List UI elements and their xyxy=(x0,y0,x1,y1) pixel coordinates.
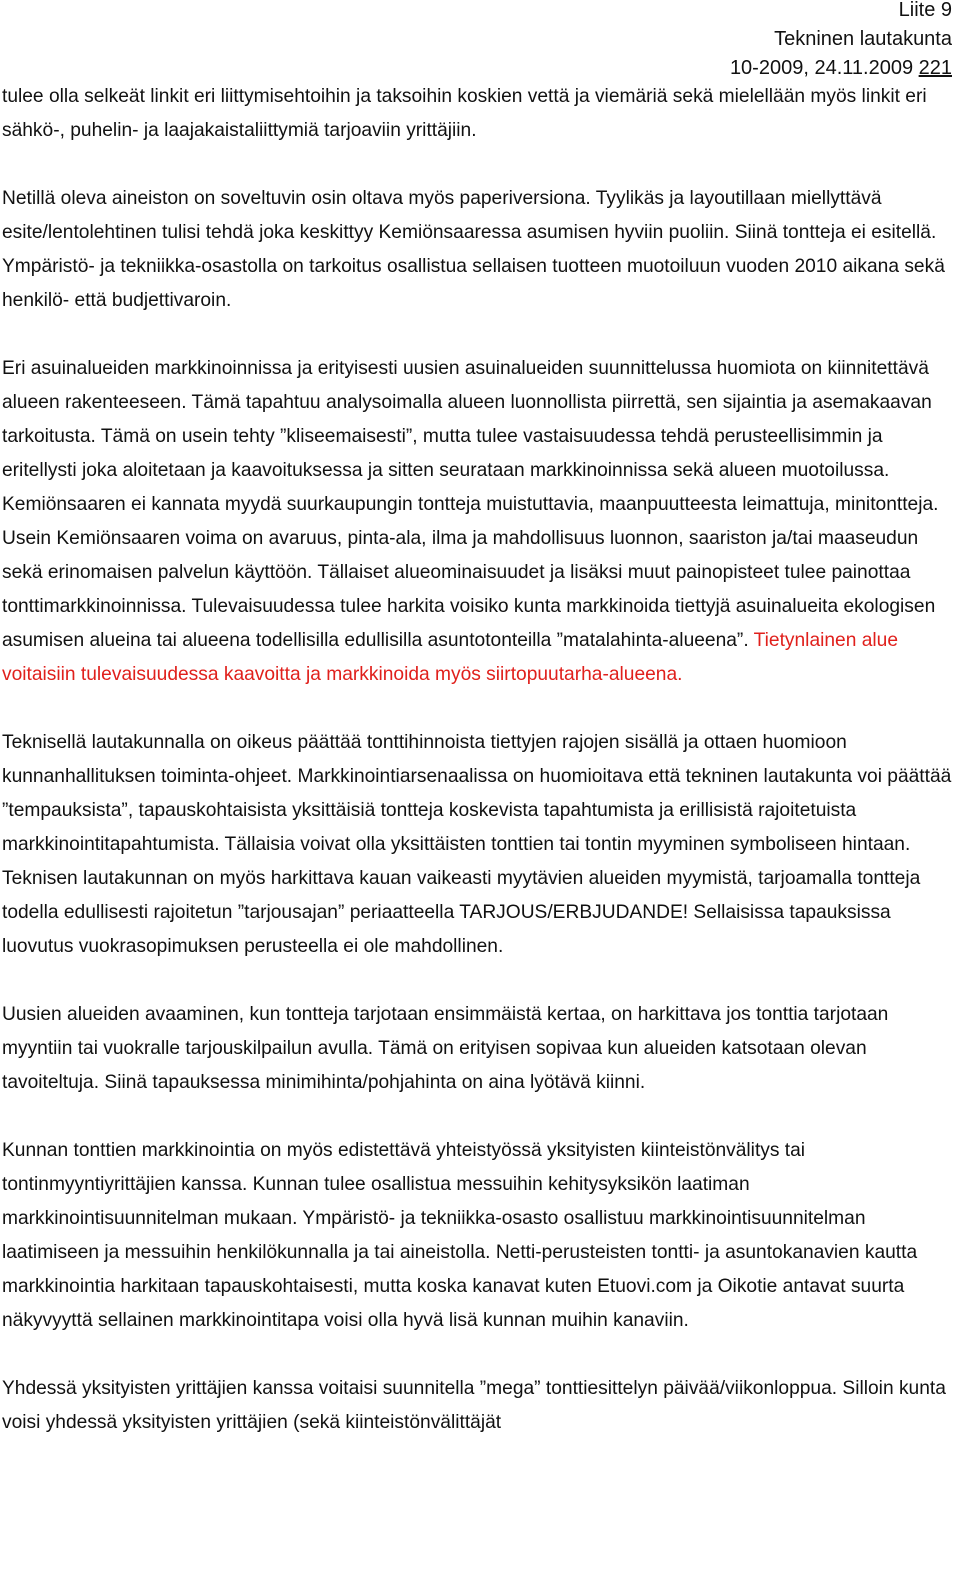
page-header xyxy=(730,0,952,83)
meeting-reference xyxy=(730,54,952,83)
meeting-date: 10-2009, 24.11.2009 xyxy=(729,57,914,79)
paragraph-printed-material: Netillä oleva aineiston on soveltuvin osin oltava myös paperiversiona. Tyylikäs ja layoutillaan miellyttävä esite/lentolehtinen tulisi tehdä joka keskittyy Kemiönsaaressa asumisen hyviin puoliin. Siinä tontteja ei esitellä. Ympäristö- ja tekniikka-osastolla on tarkoitus osallistua sellaisen tuotteen muotoiluun vuoden 2010 aikana sekä henkilö- että budjettivaroin. xyxy=(2,188,945,311)
document-body xyxy=(2,80,954,1440)
highlighted-note: Tietynlainen alue voitaisiin tulevaisuudessa kaavoitta ja markkinoida myös siirtopuutarha-alueena. xyxy=(2,630,898,685)
section-number: 221 xyxy=(918,57,952,79)
paragraph-cooperation: Kunnan tonttien markkinointia on myös edistettävä yhteistyössä yksityisten kiinteistönvälitys tai tontinmyyntiyrittäjien kanssa. Kunnan tulee osallistua messuihin kehitysyksikön laatiman markkinointisuunnitelman mukaan. Ympäristö- ja tekniikka-osasto osallistuu markkinointisuunnitelman laatimiseen ja messuihin henkilökunnalla ja tai aineistolla. Netti-perusteisten tontti- ja asuntokanavien kautta markkinointia harkitaan tapauskohtaisesti, mutta koska kanavat kuten Etuovi.com ja Oikotie antavat suurta näkyvyyttä sellainen markkinointitapa voisi olla hyvä lisä kunnan muihin kanaviin. xyxy=(2,1140,918,1331)
paragraph-mega-event: Yhdessä yksityisten yrittäjien kanssa voitaisi suunnitella ”mega” tonttiesittelyn päivää/viikonloppua. Silloin kunta voisi yhdessä yksityisten yrittäjien (sekä kiinteistönvälittäjät xyxy=(2,1378,946,1433)
committee-name: Tekninen lautakunta xyxy=(774,28,952,50)
paragraph-committee-pricing: Teknisellä lautakunnalla on oikeus päättää tonttihinnoista tiettyjen rajojen sisällä ja ottaen huomioon kunnanhallituksen toiminta-ohjeet. Markkinointiarsenaalissa on huomioitava että tekninen lautakunta voi päättää ”tempauksista”, tapauskohtaisista yksittäisiä tontteja koskevista tapahtumista ja erillisistä rajoitetuista markkinointitapahtumista. Tällaisia voivat olla yksittäisten tonttien tai tontin myyminen symboliseen hintaan. Teknisen lautakunnan on myös harkittava kauan vaikeasti myytävien alueiden myymistä, tarjoamalla tontteja todella edullisesti rajoitetun ”tarjousajan” periaatteella TARJOUS/ERBJUDANDE! Sellaisissa tapauksissa luovutus vuokrasopimuksen perusteella ei ole mahdollinen. xyxy=(2,732,952,957)
attachment-label: Liite 9 xyxy=(898,0,952,21)
paragraph-area-marketing xyxy=(2,352,954,692)
paragraph-new-areas: Uusien alueiden avaaminen, kun tontteja tarjotaan ensimmäistä kertaa, on harkittava jos tonttia tarjotaan myyntiin tai vuokralle tarjouskilpailun avulla. Tämä on erityisen sopivaa kun alueiden katsotaan olevan tavoiteltuja. Siinä tapauksessa minimihinta/pohjahinta on aina lyötävä kiinni. xyxy=(2,1004,889,1093)
paragraph-utilities-links: tulee olla selkeät linkit eri liittymisehtoihin ja taksoihin koskien vettä ja viemäriä sekä mielellään myös linkit eri sähkö-, puhelin- ja laajakaistaliittymiä tarjoaviin yrittäjiin. xyxy=(2,86,927,141)
paragraph-area-marketing-text: Eri asuinalueiden markkinoinnissa ja erityisesti uusien asuinalueiden suunnittelussa huomiota on kiinnitettävä alueen rakenteeseen. Tämä tapahtuu analysoimalla alueen luonnollista piirrettä, sen sijaintia ja asemakaavan tarkoitusta. Tämä on usein tehty ”kliseemaisesti”, mutta tulee vastaisuudessa tehdä perusteellisimmin ja eritellysti joka aloitetaan ja kaavoituksessa ja sitten seurataan markkinoinnissa sekä alueen muotoilussa. Kemiönsaaren ei kannata myydä suurkaupungin tontteja muistuttavia, maanpuutteesta leimattuja, minitontteja. Usein Kemiönsaaren voima on avaruus, pinta-ala, ilma ja mahdollisuus luonnon, saariston ja/tai maaseudun sekä erinomaisen palvelun käyttöön. Tällaiset alueominaisuudet ja lisäksi muut painopisteet tulee painottaa tonttimarkkinoinnissa. Tulevaisuudessa tulee harkita voisiko kunta markkinoida tiettyjä asuinalueita ekologisen asumisen alueina tai alueena todellisilla edullisilla asuntotonteilla ”matalahinta-alueena”. xyxy=(2,358,939,651)
